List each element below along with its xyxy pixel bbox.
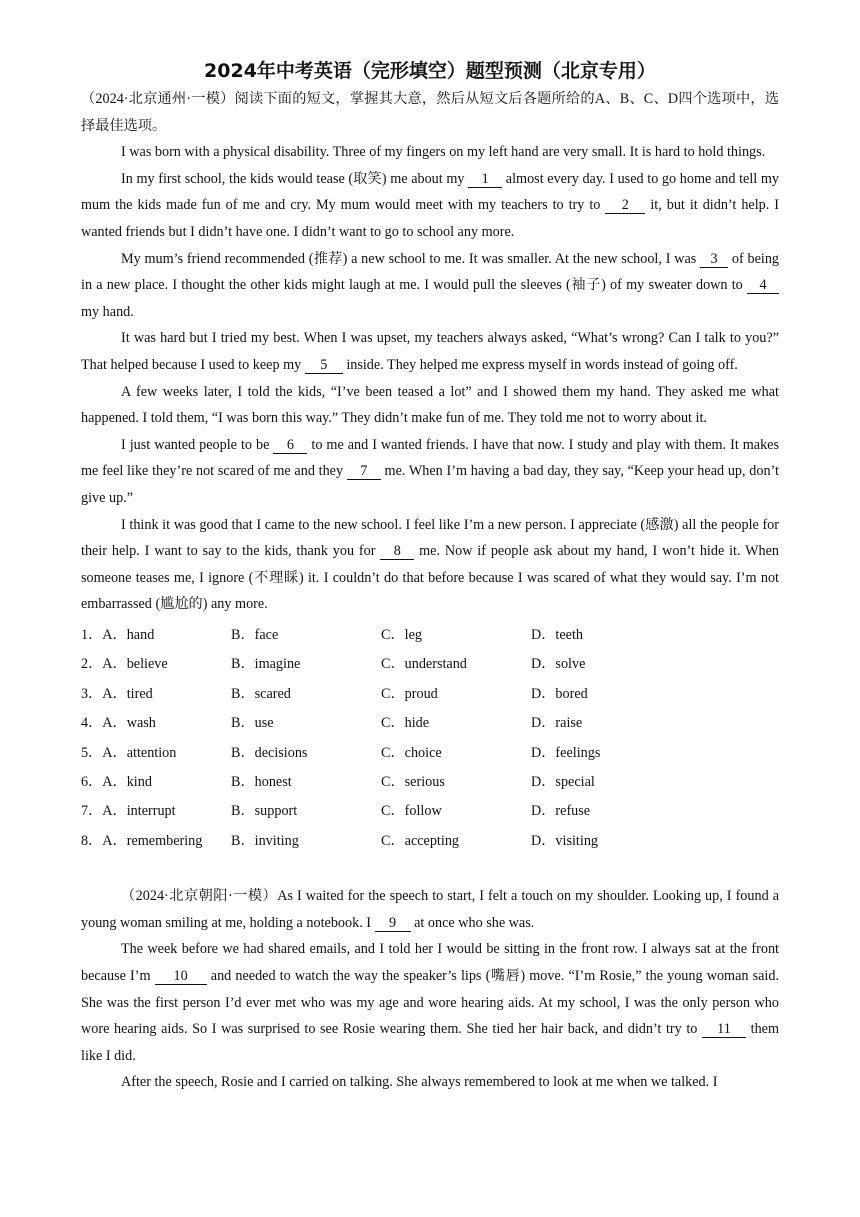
- option-row-3: 3．A．tired B．scared C．proud D．bored: [81, 685, 588, 702]
- page-title: 2024年中考英语（完形填空）题型预测（北京专用）: [204, 60, 656, 82]
- passage1-paragraph-4: It was hard but I tried my best. When I was upset, my teachers always asked, “What’s wrong? Can I talk to you?” That helped because I used to keep my 5 inside. They helped me express myself in words instead of going off.: [81, 330, 779, 373]
- passage2-source: （2024·北京朝阳·一模）: [121, 888, 278, 905]
- passage1-paragraph-5: A few weeks later, I told the kids, “I’ve been teased a lot” and I showed them my hand. They asked me what happened. I told them, “I was born this way.” They didn’t make fun of me. They told me not to worry about it.: [81, 383, 779, 427]
- passage2-paragraph-1: （2024·北京朝阳·一模）As I waited for the speech to start, I felt a touch on my shoulder. Looking up, I found a young woman smiling at me, holding a notebook. I 9 at once who she was.: [81, 888, 779, 931]
- option-row-1: 1．A．hand B．face C．leg D．teeth: [81, 626, 584, 643]
- option-row-6: 6．A．kind B．honest C．serious D．special: [81, 773, 595, 790]
- blank-1: 1: [468, 172, 502, 188]
- option-row-7: 7．A．interrupt B．support C．follow D．refuse: [81, 803, 591, 820]
- option-row-5: 5．A．attention B．decisions C．choice D．feelings: [81, 744, 601, 761]
- passage1-source: （2024·北京通州·一模）: [81, 91, 235, 107]
- blank-8: 8: [380, 544, 414, 560]
- options-list: [81, 621, 779, 856]
- blank-7: 7: [347, 464, 381, 480]
- passage1-instruction: （2024·北京通州·一模）阅读下面的短文，掌握其大意，然后从短文后各题所给的A、B、C、D四个选项中，选择最佳选项。: [81, 91, 780, 134]
- blank-2: 2: [605, 198, 645, 214]
- blank-5: 5: [305, 358, 343, 374]
- option-row-4: 4．A．wash B．use C．hide D．raise: [81, 715, 583, 732]
- blank-6: 6: [273, 438, 307, 454]
- blank-10: 10: [155, 969, 207, 985]
- blank-3: 3: [700, 252, 728, 268]
- passage1-paragraph-1: I was born with a physical disability. Three of my fingers on my left hand are very small. It is hard to hold things.: [121, 144, 766, 161]
- blank-9: 9: [375, 916, 411, 932]
- blank-4: 4: [747, 278, 779, 294]
- passage1-paragraph-2: In my first school, the kids would tease (取笑) me about my 1 almost every day. I used to go home and tell my mum the kids made fun of me and cry. My mum would meet with my teachers to try to 2 it, but it didn’t help. I wanted friends but I didn’t have one. I didn’t want to go to school any more.: [81, 170, 779, 240]
- passage1-paragraph-6: I just wanted people to be 6 to me and I wanted friends. I have that now. I study and play with them. It makes me feel like they’re not scared of me and they 7 me. When I’m having a bad day, they say, “Keep your head up, don’t give up.”: [81, 436, 779, 506]
- passage2-paragraph-3: After the speech, Rosie and I carried on talking. She always remembered to look at me when we talked. I: [121, 1074, 718, 1091]
- option-row-8: 8．A．remembering B．inviting C．accepting D．visiting: [81, 832, 599, 849]
- document-page: [81, 58, 779, 1096]
- option-row-2: 2．A．believe B．imagine C．understand D．solve: [81, 656, 586, 673]
- passage1-paragraph-7: I think it was good that I came to the new school. I feel like I’m a new person. I appreciate (感激) all the people for their help. I want to say to the kids, thank you for 8 me. Now if people ask about my hand, I won’t hide it. When someone teases me, I ignore (不理睬) it. I couldn’t do that before because I was scared of what they would say. I’m not embarrassed (尴尬的) any more.: [81, 516, 779, 613]
- passage2-paragraph-2: The week before we had shared emails, and I told her I would be sitting in the front row. I always sat at the front because I’m 10 and needed to watch the way the speaker’s lips (嘴唇) move. “I’m Rosie,” the young woman said. She was the first person I’d ever met who was my age and wore hearing aids. At my school, I was the only person who wore hearing aids. So I was surprised to see Rosie wearing them. She tied her hair back, and didn’t try to 11 them like I did.: [81, 941, 779, 1064]
- blank-11: 11: [702, 1022, 746, 1038]
- passage1-paragraph-3: My mum’s friend recommended (推荐) a new school to me. It was smaller. At the new school, I was 3 of being in a new place. I thought the other kids might laugh at me. I would pull the sleeves (袖子) of my sweater down to 4 my hand.: [81, 250, 780, 320]
